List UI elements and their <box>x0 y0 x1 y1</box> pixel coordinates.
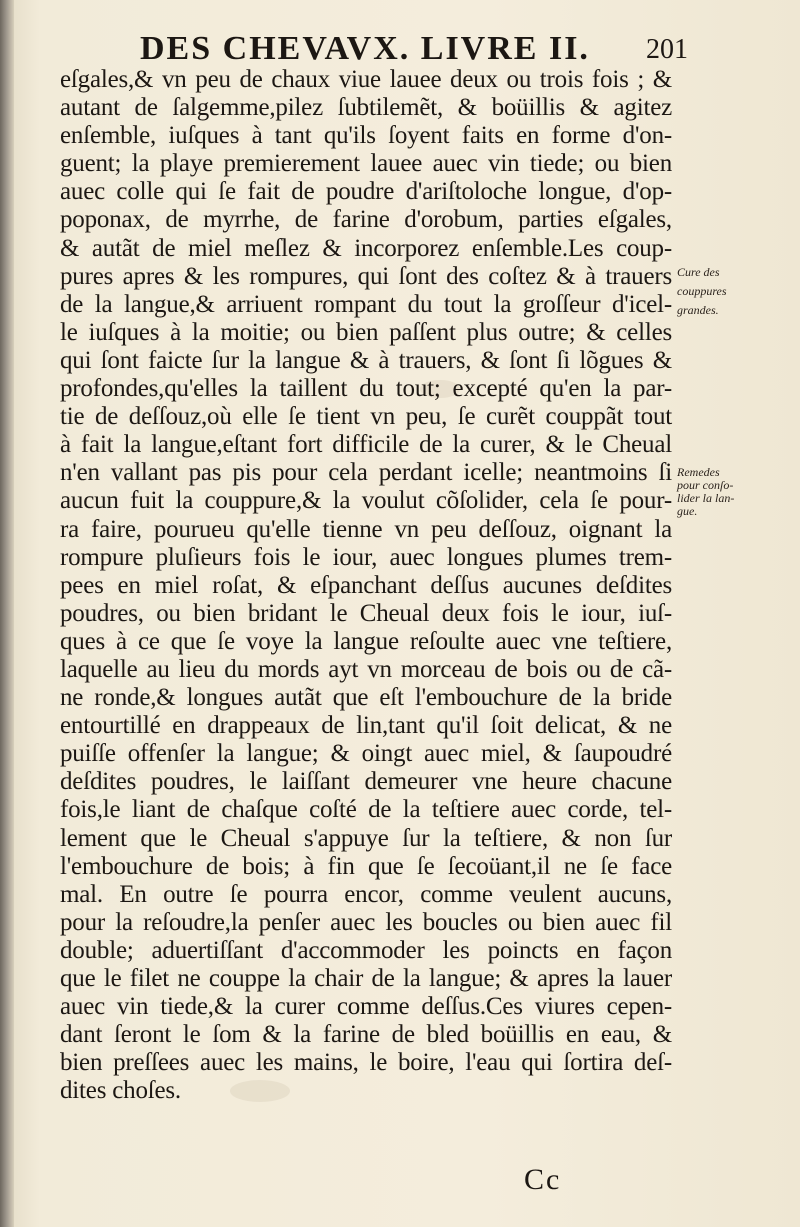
text-line: dant ſeront le ſom & la farine de bled boüillis en eau, & <box>60 1021 672 1049</box>
text-line: eſgales,& vn peu de chaux viue lauee deux ou trois fois ; & <box>60 66 672 93</box>
marginal-note-line: gue. <box>677 504 698 518</box>
body-text <box>60 66 672 1105</box>
page-gutter-shadow <box>0 0 14 1227</box>
text-line: mal. En outre ſe pourra encor, comme veulent aucuns, <box>60 880 672 908</box>
text-line: dites choſes. <box>60 1077 181 1105</box>
text-line: qui ſont faicte ſur la langue & à trauers, & ſont ſi lõgues & <box>60 346 672 374</box>
text-line: ra faire, pourueu qu'elle tienne vn peu deſſouz, oignant la <box>60 515 672 543</box>
text-line: enſemble, iuſques à tant qu'ils ſoyent faits en forme d'on- <box>60 122 672 150</box>
text-line: pees en miel roſat, & eſpanchant deſſus aucunes deſdites <box>60 571 672 599</box>
text-line: ne ronde,& longues autãt que eſt l'embouchure de la bride <box>60 684 672 712</box>
text-line: auec colle qui ſe fait de poudre d'ariſtoloche longue, d'op- <box>60 178 672 206</box>
text-line: autant de ſalgemme,pilez ſubtilemẽt, & boüillis & agitez <box>60 94 672 122</box>
text-line: aucun fuit la couppure,& la voulut cõſolider, cela ſe pour- <box>60 487 672 515</box>
marginal-note-line: grandes. <box>677 303 719 317</box>
text-line: lement que le Cheual s'appuye ſur la teſtiere, & non ſur <box>60 824 672 852</box>
text-line: n'en vallant pas pis pour cela perdant icelle; neantmoins ſi <box>60 459 672 487</box>
marginal-note-cure-des-couppures <box>677 266 795 323</box>
text-line: rompure pluſieurs fois le iour, auec longues plumes trem- <box>60 543 672 571</box>
text-line: bien preſſees auec les mains, le boire, l'eau qui ſortira deſ- <box>60 1049 672 1077</box>
text-line: laquelle au lieu du mords ayt vn morceau de bois ou de cã- <box>60 655 672 683</box>
text-line: à fait la langue,eſtant fort difficile de la curer, & le Cheual <box>60 431 672 459</box>
text-line: double; aduertiſſant d'accommoder les poincts en façon <box>60 936 672 964</box>
marginal-note-line: Cure des <box>677 265 720 279</box>
text-line: poponax, de myrrhe, de farine d'orobum, parties eſgales, <box>60 206 672 234</box>
text-line: entourtillé en drappeaux de lin,tant qu'il ſoit delicat, & ne <box>60 712 672 740</box>
text-line: tie de deſſouz,où elle ſe tient vn peu, ſe curẽt couppãt tout <box>60 403 672 431</box>
signature-mark: Cc <box>524 1163 562 1196</box>
text-line: fois,le liant de chaſque coſté de la teſtiere auec corde, tel- <box>60 796 672 824</box>
marginal-note-remedes <box>677 466 795 518</box>
running-title: DES CHEVAVX. LIVRE II. <box>140 30 590 67</box>
marginal-note-line: couppures <box>677 284 727 298</box>
text-line: profondes,qu'elles la taillent du tout; excepté qu'en la par- <box>60 375 672 403</box>
text-line: guent; la playe premierement lauee auec vin tiede; ou bien <box>60 150 672 178</box>
text-line: & autãt de miel meſlez & incorporez enſemble.Les coup- <box>60 234 672 262</box>
text-line: deſdites poudres, le laiſſant demeurer vne heure chacune <box>60 768 672 796</box>
text-line: poudres, ou bien bridant le Cheual deux fois le iour, iuſ- <box>60 599 672 627</box>
page-header <box>140 30 700 70</box>
text-line: de la langue,& arriuent rompant du tout la groſſeur d'icel- <box>60 290 672 318</box>
marginal-note-line: lider la lan- <box>677 491 735 505</box>
text-line: l'embouchure de bois; à fin que ſe ſecoüant,il ne ſe face <box>60 852 672 880</box>
text-line: auec vin tiede,& la curer comme deſſus.Ces viures cepen- <box>60 993 672 1021</box>
text-line: pour la reſoudre,la penſer auec les boucles ou bien auec fil <box>60 908 672 936</box>
text-line: le iuſques à la moitie; ou bien paſſent plus outre; & celles <box>60 318 672 346</box>
text-line: pures apres & les rompures, qui ſont des coſtez & à trauers <box>60 262 672 290</box>
text-line: ques à ce que ſe voye la langue reſoulte auec vne teſtiere, <box>60 627 672 655</box>
marginal-note-line: pour conſo- <box>677 478 734 492</box>
text-line: que le filet ne couppe la chair de la langue; & apres la lauer <box>60 965 672 992</box>
page-number: 201 <box>646 34 688 65</box>
text-line: puiſſe offenſer la langue; & oingt auec miel, & ſaupoudré <box>60 740 672 768</box>
marginal-note-line: Remedes <box>677 465 720 479</box>
